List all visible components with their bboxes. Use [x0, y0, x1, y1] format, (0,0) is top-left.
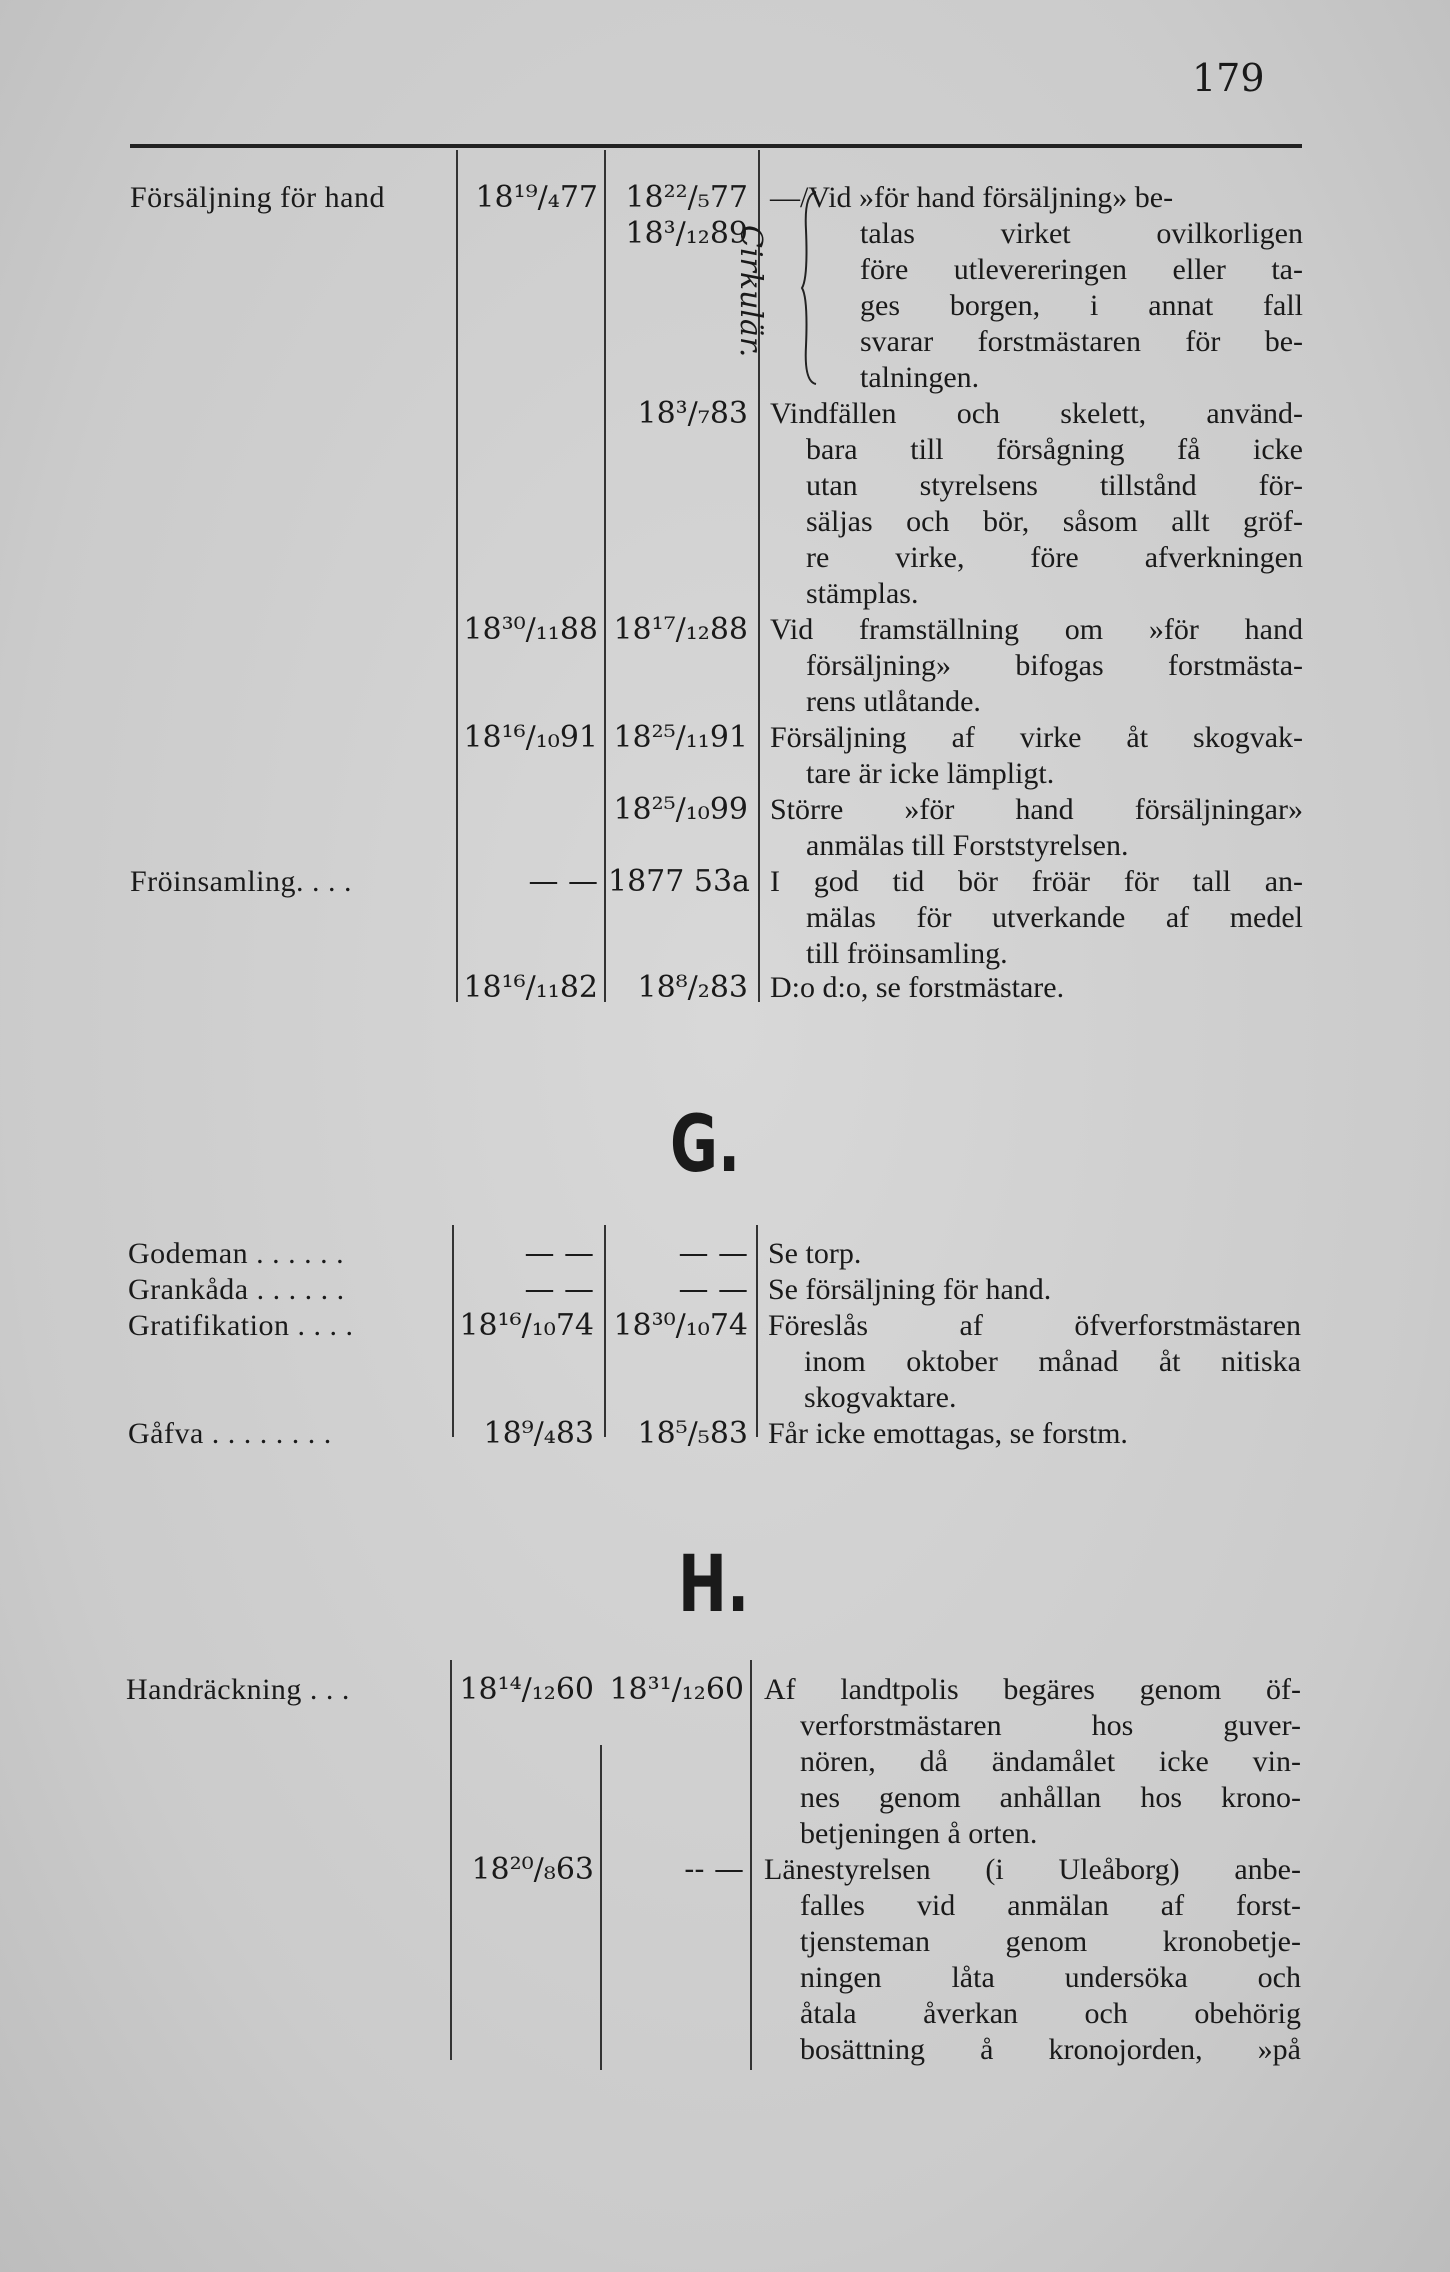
remark-line: åtala åverkan och obehörig: [800, 1997, 1301, 2030]
entry-label: Grankåda . . . . . .: [128, 1273, 345, 1306]
column-divider: [450, 1660, 452, 2060]
remark-line: Får icke emottagas, se forstm.: [768, 1417, 1128, 1450]
remark-line: försäljning» bifogas forstmästa-: [806, 649, 1303, 682]
remark-line: Länestyrelsen (i Uleåborg) anbe-: [764, 1853, 1301, 1886]
remark-line: I god tid bör fröär för tall an-: [770, 865, 1303, 898]
remark-line: före utlevereringen eller ta-: [860, 253, 1303, 286]
remark-line: falles vid anmälan af forst-: [800, 1889, 1301, 1922]
remark-line: till fröinsamling.: [806, 937, 1008, 970]
column-divider: [750, 1660, 752, 2070]
first-date: 18¹⁴/₁₂60: [459, 1672, 594, 1707]
column-divider: [600, 1745, 602, 2070]
column-divider: [604, 1225, 606, 1437]
remark-line: skogvaktare.: [804, 1381, 957, 1414]
remark-line: tjensteman genom kronobetje-: [800, 1925, 1301, 1958]
remark-line: tare är icke lämpligt.: [806, 757, 1055, 790]
remark-line: Föreslås af öfverforstmästaren: [768, 1309, 1301, 1342]
header-rule: [130, 144, 1302, 148]
column-divider: [452, 1225, 454, 1437]
brace-icon: [800, 190, 818, 386]
remark-line: —/Vid »för hand försäljning» be-: [770, 181, 1174, 214]
second-date: 18¹⁷/₁₂88: [613, 612, 748, 647]
column-divider: [604, 150, 606, 1002]
remark-line: anmälas till Forststyrelsen.: [806, 829, 1129, 862]
remark-line: re virke, före afverkningen: [806, 541, 1303, 574]
column-divider: [756, 1225, 758, 1437]
first-date: 18¹⁶/₁₀74: [459, 1308, 594, 1343]
remark-line: svarar forstmästaren för be-: [860, 325, 1303, 358]
second-date: 18³/₁₂89: [625, 216, 748, 251]
column-divider: [456, 150, 458, 1002]
section-heading-h: H.: [678, 1540, 750, 1630]
second-date: 18⁵/₅83: [637, 1416, 748, 1451]
remark-line: bara till försågning få icke: [806, 433, 1303, 466]
second-date: -- —: [684, 1852, 744, 1887]
remark-line: Se torp.: [768, 1237, 862, 1270]
remark-line: talas virket ovilkorligen: [860, 217, 1303, 250]
remark-line: Försäljning af virke åt skogvak-: [770, 721, 1303, 754]
first-date: 18¹⁶/₁₀91: [463, 720, 598, 755]
remark-line: utan styrelsens tillstånd för-: [806, 469, 1303, 502]
entry-label: Godeman . . . . . .: [128, 1237, 345, 1270]
second-date: 18⁸/₂83: [637, 970, 748, 1005]
remark-line: verforstmästaren hos guver-: [800, 1709, 1301, 1742]
section-heading-g: G.: [670, 1100, 741, 1190]
remark-line: Se försäljning för hand.: [768, 1273, 1052, 1306]
second-date: 18²²/₅77: [625, 180, 748, 215]
remark-line: D:o d:o, se forstmästare.: [770, 971, 1065, 1004]
remark-line: Vindfällen och skelett, använd-: [770, 397, 1303, 430]
first-date: 18⁹/₄83: [483, 1416, 594, 1451]
second-date: 1877 53a: [608, 864, 750, 899]
remark-line: ningen låta undersöka och: [800, 1961, 1301, 1994]
first-date: 18²⁰/₈63: [471, 1852, 594, 1887]
first-date: 18³⁰/₁₁88: [463, 612, 598, 647]
second-date: 18²⁵/₁₀99: [613, 792, 748, 827]
remark-line: talningen.: [860, 361, 980, 394]
second-date: 18²⁵/₁₁91: [613, 720, 748, 755]
second-date: 18³/₇83: [637, 396, 748, 431]
second-date: 18³⁰/₁₀74: [613, 1308, 748, 1343]
first-date: 18¹⁶/₁₁82: [463, 970, 598, 1005]
first-date: — —: [524, 1272, 594, 1307]
remark-line: bosättning å kronojorden, »på: [800, 2033, 1301, 2066]
remark-line: säljas och bör, såsom allt gröf-: [806, 505, 1303, 538]
first-date: — —: [524, 1236, 594, 1271]
remark-line: betjeningen å orten.: [800, 1817, 1038, 1850]
remark-line: rens utlåtande.: [806, 685, 981, 718]
remark-line: Större »för hand försäljningar»: [770, 793, 1303, 826]
remark-line: mälas för utverkande af medel: [806, 901, 1303, 934]
remark-line: stämplas.: [806, 577, 919, 610]
cirkular-label: Cirkulär.: [733, 225, 768, 358]
remark-line: Af landtpolis begäres genom öf-: [764, 1673, 1301, 1706]
second-date: 18³¹/₁₂60: [609, 1672, 744, 1707]
remark-line: inom oktober månad åt nitiska: [804, 1345, 1301, 1378]
second-date: — —: [678, 1272, 748, 1307]
first-date: 18¹⁹/₄77: [475, 180, 598, 215]
remark-line: nören, då ändamålet icke vin-: [800, 1745, 1301, 1778]
entry-label: Gåfva . . . . . . . .: [128, 1417, 332, 1450]
first-date: — —: [528, 864, 598, 899]
remark-line: nes genom anhållan hos krono-: [800, 1781, 1301, 1814]
entry-label: Handräckning . . .: [126, 1673, 350, 1706]
remark-line: Vid framställning om »för hand: [770, 613, 1303, 646]
entry-label: Fröinsamling. . . .: [130, 865, 353, 898]
entry-label: Gratifikation . . . .: [128, 1309, 354, 1342]
page-number: 179: [1192, 56, 1265, 100]
entry-label: Försäljning för hand: [130, 181, 385, 214]
remark-line: ges borgen, i annat fall: [860, 289, 1303, 322]
second-date: — —: [678, 1236, 748, 1271]
